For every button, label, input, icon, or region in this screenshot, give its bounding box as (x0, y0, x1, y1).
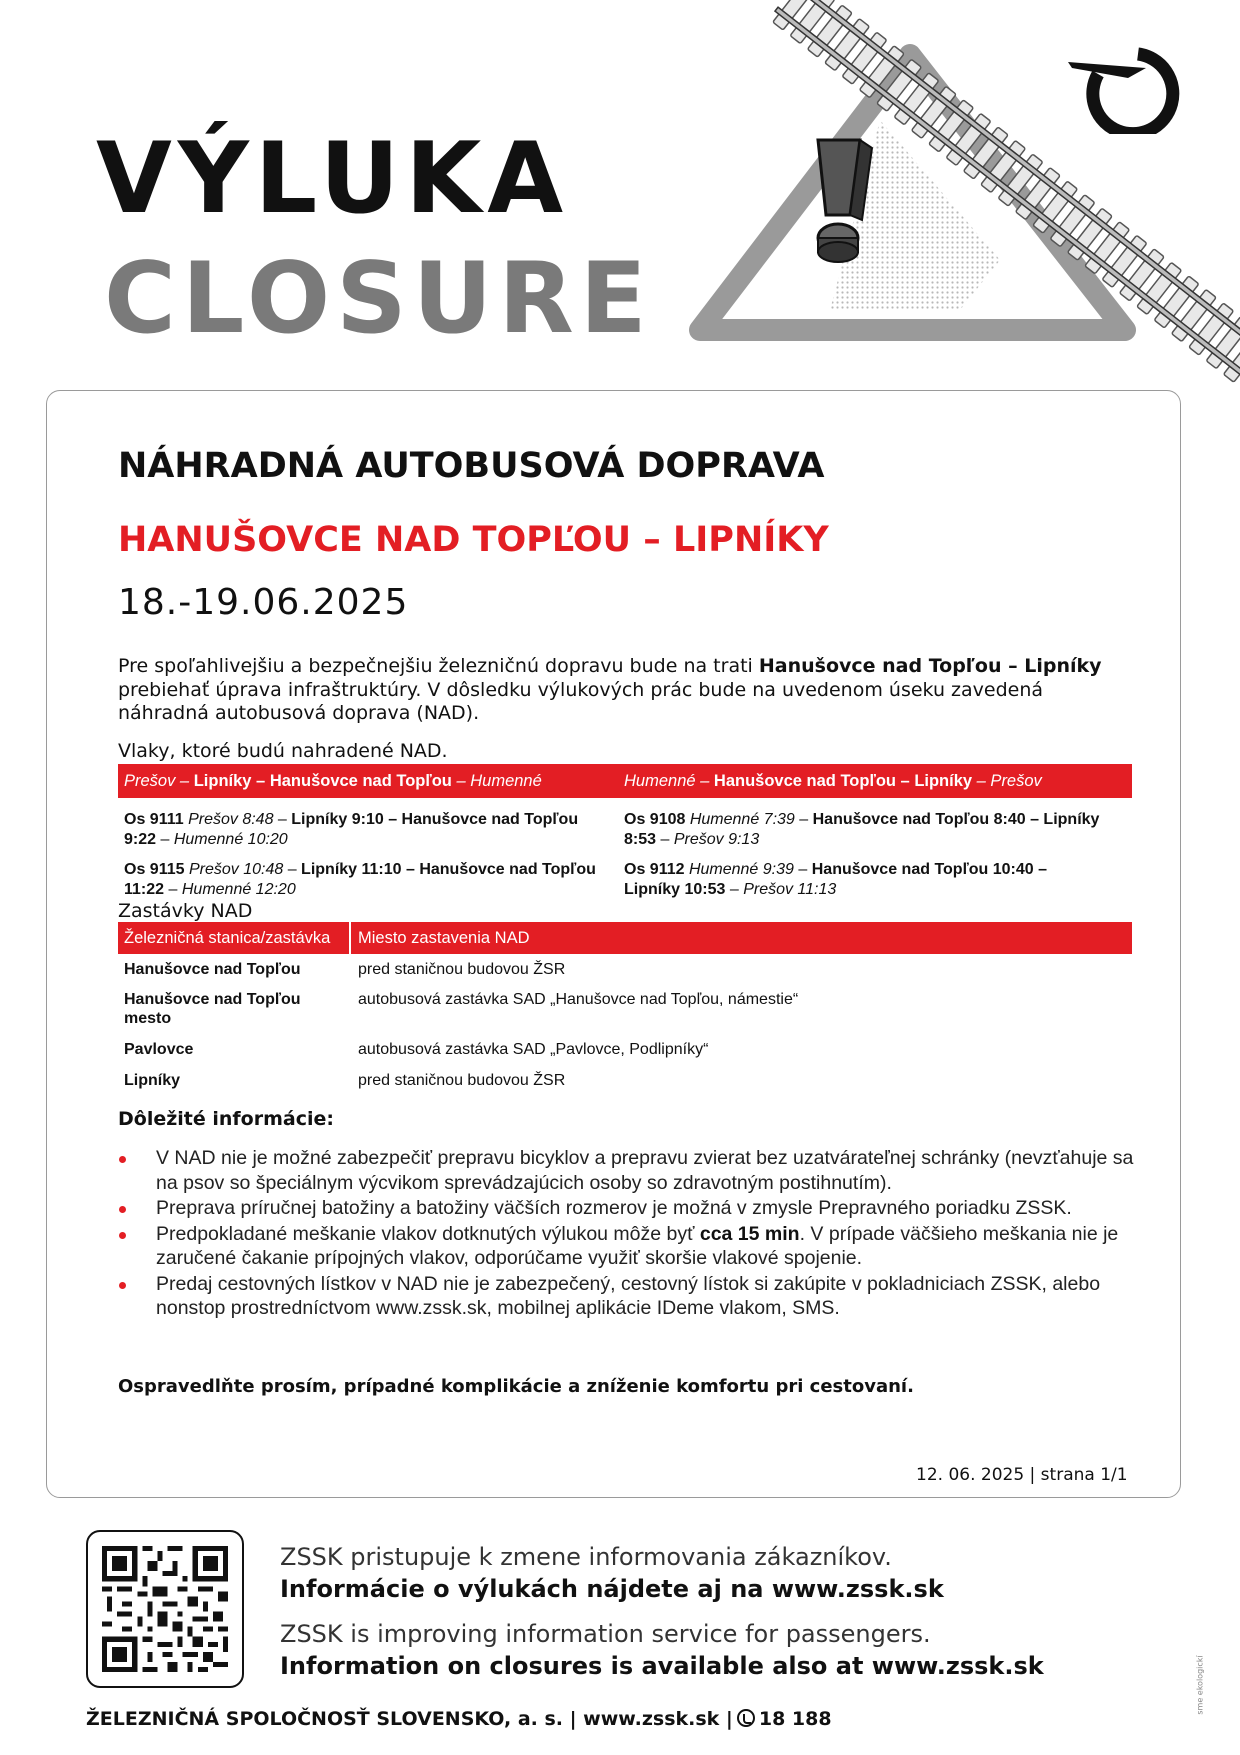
footer-en-line1: ZSSK is improving information service for passengers. (280, 1620, 931, 1648)
stops-col-station: Železničná stanica/zastávka (124, 929, 331, 947)
stops-col-place: Miesto zastavenia NAD (358, 929, 530, 947)
train-entry: Os 9112 Humenné 9:39 – Hanušovce nad Topľou 10:40 – Lipníky 10:53 – Prešov 11:13 (624, 861, 1047, 898)
info-title: Dôležité informácie: (118, 1108, 334, 1130)
train-entry: Os 9115 Prešov 10:48 – Lipníky 11:10 – Hanušovce nad Topľou 11:22 – Humenné 12:20 (124, 861, 596, 898)
stops-table-header (118, 922, 1132, 954)
apology-text: Ospravedlňte prosím, prípadné komplikácie a zníženie komfortu pri cestovaní. (118, 1376, 914, 1397)
title-closure: CLOSURE (104, 242, 653, 356)
stop-station: Hanušovce nad Topľou mesto (124, 991, 301, 1027)
page-footer: 12. 06. 2025 | strana 1/1 (916, 1465, 1128, 1485)
stop-place: pred staničnou budovou ŽSR (358, 1072, 566, 1089)
intro-paragraph (118, 655, 1128, 726)
trains-label: Vlaky, ktoré budú nahradené NAD. (118, 740, 448, 762)
stop-station: Pavlovce (124, 1041, 194, 1058)
info-item: Predpokladané meškanie vlakov dotknutých výlukou môže byť cca 15 min. V prípade väčšieho meškania nie je zaručené čakanie prípojných vlakov, odporúčame využiť skoršie vlakové spojenie. (118, 1222, 1148, 1271)
company-line (86, 1708, 832, 1730)
info-list (118, 1146, 1148, 1322)
stops-label: Zastávky NAD (118, 900, 253, 922)
stop-station: Hanušovce nad Topľou (124, 961, 301, 978)
company-name: ŽELEZNIČNÁ SPOLOČNOSŤ SLOVENSKO, a. s. | www.zssk.sk | (86, 1708, 733, 1730)
notice-route: HANUŠOVCE NAD TOPĽOU – LIPNÍKY (118, 520, 829, 560)
trains-col2-header: Humenné – Hanušovce nad Topľou – Lipníky – Prešov (624, 772, 1042, 790)
qr-code (86, 1530, 244, 1688)
notice-heading: NÁHRADNÁ AUTOBUSOVÁ DOPRAVA (118, 446, 825, 486)
phone-icon (737, 1709, 755, 1727)
stop-station: Lipníky (124, 1072, 181, 1089)
footer-en-line2: Information on closures is available also at www.zssk.sk (280, 1652, 1044, 1680)
company-phone: 18 188 (758, 1708, 832, 1730)
trains-col1-header: Prešov – Lipníky – Hanušovce nad Topľou – Humenné (124, 772, 542, 790)
footer-sk-line2: Informácie o výlukách nájdete aj na www.zssk.sk (280, 1575, 944, 1603)
info-item: V NAD nie je možné zabezpečiť prepravu bicyklov a prepravu zvierat bez uzatvárateľnej schránky (nevzťahuje sa na psov so špeciálnym výcvikom sprevádzajúcich osoby so zdravotným postihnutím). (118, 1146, 1148, 1195)
stop-place: autobusová zastávka SAD „Hanušovce nad Topľou, námestie“ (358, 991, 799, 1008)
eco-label: sme ekologickí (1195, 1655, 1205, 1715)
train-entry: Os 9108 Humenné 7:39 – Hanušovce nad Topľou 8:40 – Lipníky 8:53 – Prešov 9:13 (624, 811, 1100, 848)
eco-icon (1190, 1620, 1210, 1750)
stop-place: autobusová zastávka SAD „Pavlovce, Podlipníky“ (358, 1041, 709, 1058)
footer-sk-line1: ZSSK pristupuje k zmene informovania zákazníkov. (280, 1543, 892, 1571)
zssk-logo (1068, 44, 1188, 134)
intro-text-end: prebiehať úprava infraštruktúry. V dôsledku výlukových prác bude na uvedenom úseku zavedená náhradná autobusová doprava (NAD). (118, 678, 1044, 724)
info-item: Preprava príručnej batožiny a batožiny väčších rozmerov je možná v zmysle Prepravného poriadku ZSSK. (118, 1196, 1148, 1221)
trains-table-header (118, 764, 1132, 798)
intro-text: Pre spoľahlivejšiu a bezpečnejšiu železničnú dopravu bude na trati (118, 655, 759, 677)
stop-place: pred staničnou budovou ŽSR (358, 961, 566, 978)
notice-dates: 18.-19.06.2025 (118, 582, 409, 623)
title-vyluka: VÝLUKA (96, 122, 570, 236)
train-entry: Os 9111 Prešov 8:48 – Lipníky 9:10 – Hanušovce nad Topľou 9:22 – Humenné 10:20 (124, 811, 579, 848)
intro-route: Hanušovce nad Topľou – Lipníky (758, 655, 1102, 677)
info-item: Predaj cestovných lístkov v NAD nie je zabezpečený, cestovný lístok si zakúpite v pokladniciach ZSSK, alebo nonstop prostredníctvom www.zssk.sk, mobilnej aplikácie IDeme vlakom, SMS. (118, 1272, 1148, 1321)
